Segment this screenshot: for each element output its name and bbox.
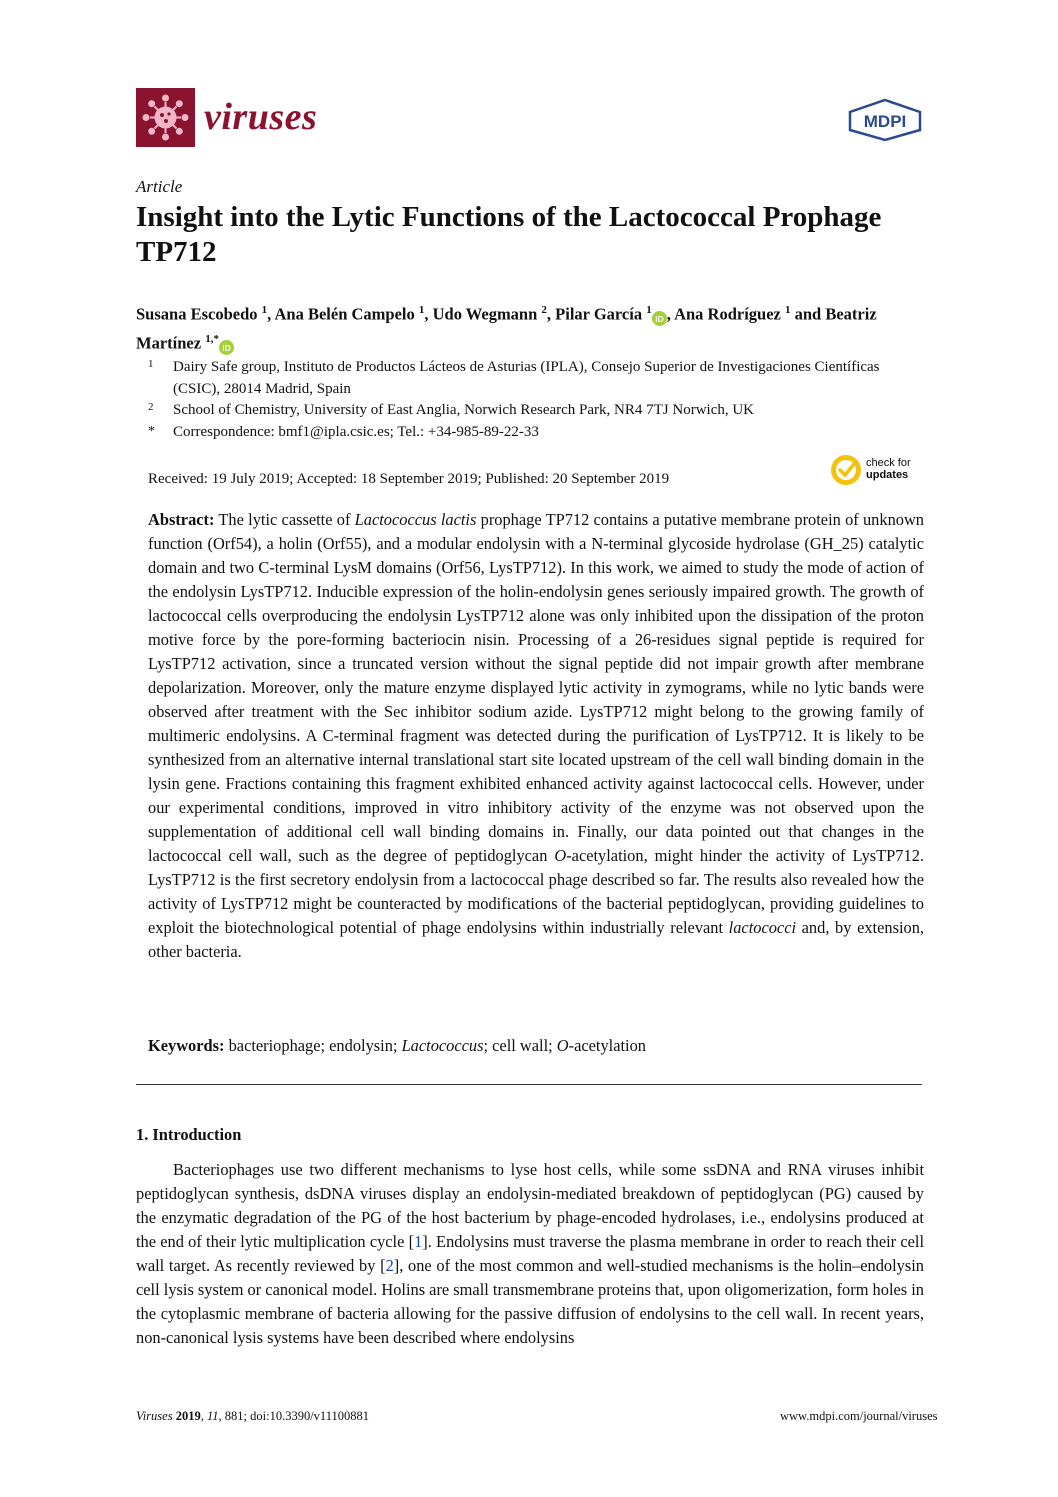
journal-name: viruses bbox=[204, 96, 318, 138]
citation-link[interactable]: 2 bbox=[385, 1256, 394, 1275]
citation-link[interactable]: 1 bbox=[414, 1232, 423, 1251]
article-type: Article bbox=[136, 177, 183, 196]
abstract-label: Abstract: bbox=[148, 510, 215, 529]
keywords-body bbox=[229, 1036, 646, 1055]
correspondence bbox=[148, 421, 928, 443]
text-run: -acetylation, might hinder the activity of LysTP712. LysTP712 is the first secretory endolysin from a lactococcal phage described so far. The results also revealed how the activity of LysTP712 might be counteracted by modifications of the bacterial peptidoglycan, providing guidelines to exploit the biotechnological potential of phage endolysins within industrially relevant bbox=[148, 846, 924, 937]
footer-year: 2019 bbox=[175, 1409, 201, 1423]
author-name: Ana Rodríguez bbox=[674, 304, 781, 324]
affiliation-mark: 2 bbox=[148, 401, 154, 413]
author-separator: and bbox=[790, 304, 826, 324]
introduction-paragraph bbox=[136, 1158, 924, 1350]
journal-logo-mark bbox=[136, 88, 195, 147]
section-divider bbox=[136, 1084, 922, 1085]
keywords-label: Keywords: bbox=[148, 1036, 225, 1055]
mdpi-logo-text: MDPI bbox=[863, 112, 907, 131]
affiliation-text: Dairy Safe group, Instituto de Productos Lácteos de Asturias (IPLA), Consejo Superior de Investigaciones Científicas (CSIC), 28014 Madrid, Spain bbox=[173, 359, 880, 397]
author-name: Pilar García bbox=[555, 304, 643, 324]
author-affiliation-mark: 1,* bbox=[205, 332, 219, 345]
italic-term: Lactococcus bbox=[401, 1036, 484, 1055]
check-for-updates-badge[interactable] bbox=[830, 452, 930, 488]
affiliation-2 bbox=[148, 399, 928, 421]
footer-volume: 11 bbox=[206, 1409, 219, 1423]
author-name: Beatriz Martínez bbox=[136, 304, 877, 352]
text-run: -acetylation bbox=[568, 1036, 646, 1055]
author-separator: , bbox=[424, 304, 433, 324]
author-separator: , bbox=[267, 304, 275, 324]
check-updates-line1: check for bbox=[866, 457, 911, 469]
italic-term: O bbox=[554, 846, 567, 865]
text-run: prophage TP712 contains a putative membrane protein of unknown function (Orf54), a holin (Orf55), and a modular endolysin with a N-terminal glycoside hydrolase (GH_25) catalytic domain and two C-terminal LysM domains (Orf56, LysTP712). In this work, we aimed to study the mode of action of the endolysin LysTP712. Inducible expression of the holin-endolysin genes seriously impaired growth. The growth of lactococcal cells overproducing the endolysin LysTP712 alone was only inhibited upon the dissipation of the proton motive force by the pore-forming bacteriocin nisin. Processing of a 26-residues signal peptide is required for LysTP712 activation, since a truncated version without the signal peptide did not impair growth after membrane depolarization. Moreover, only the mature enzyme displayed lytic activity in zymograms, while no lytic bands were observed after treatment with the Sec inhibitor sodium azide. LysTP712 might belong to the growing family of multimeric endolysins. A C-terminal fragment was detected during the purification of LysTP712. It is likely to be synthesized from an alternative internal translational start site located upstream of the cell wall binding domain in the lysin gene. Fractions containing this fragment exhibited enhanced activity against lactococcal cells. However, under our experimental conditions, improved in vitro inhibitory activity of the enzyme was not observed upon the supplementation of additional cell wall binding domains in. Finally, our data pointed out that changes in the lactococcal cell wall, such as the degree of peptidoglycan bbox=[148, 510, 924, 865]
author-separator: , bbox=[666, 304, 675, 324]
text-run: ], one of the most common and well-studied mechanisms is the holin–endolysin cell lysis system or canonical model. Holins are small transmembrane proteins that, upon oligomerization, form holes in the cytoplasmic membrane of bacteria allowing for the passive diffusion of endolysins to the cell wall. In recent years, non-canonical lysis systems have been described where endolysins bbox=[136, 1256, 924, 1347]
author-affiliation-mark: 1 bbox=[646, 304, 652, 316]
affiliation-1 bbox=[148, 356, 928, 400]
correspondence-text: Correspondence: bmf1@ipla.csic.es; Tel.: +34-985-89-22-33 bbox=[173, 424, 539, 440]
author-affiliation-mark: 1 bbox=[784, 304, 791, 316]
text-run: Bacteriophages use two different mechanisms to lyse host cells, while some ssDNA and RNA viruses inhibit peptidoglycan synthesis, dsDNA viruses display an endolysin-mediated breakdown of peptidoglycan (PG) caused by the enzymatic degradation of the PG of the host bacterium by phage-encoded hydrolases, i.e., endolysins produced at the end of their lytic multiplication cycle [ bbox=[136, 1160, 924, 1251]
author-name: Susana Escobedo bbox=[136, 304, 258, 324]
author-separator: , bbox=[546, 304, 556, 324]
abstract bbox=[148, 508, 924, 964]
affiliation-mark: 1 bbox=[148, 358, 154, 370]
abstract-body bbox=[148, 510, 924, 961]
affiliation-text: School of Chemistry, University of East Anglia, Norwich Research Park, NR4 7TJ Norwich, UK bbox=[173, 402, 755, 418]
text-run: ; cell wall; bbox=[483, 1036, 557, 1055]
text-run: The lytic cassette of bbox=[218, 510, 355, 529]
virus-icon bbox=[136, 88, 195, 147]
author-affiliation-mark: 2 bbox=[541, 304, 547, 316]
italic-term: Lactococcus lactis bbox=[354, 510, 477, 529]
author-name: Ana Belén Campelo bbox=[274, 304, 415, 324]
author-affiliation-mark: 1 bbox=[418, 304, 425, 316]
section-heading: 1. Introduction bbox=[136, 1125, 242, 1144]
orcid-icon[interactable] bbox=[652, 308, 667, 323]
text-run: bacteriophage; endolysin; bbox=[228, 1036, 402, 1055]
mdpi-logo bbox=[846, 98, 924, 142]
text-run: ]. Endolysins must traverse the plasma membrane in order to reach their cell wall target. As recently reviewed by [ bbox=[136, 1232, 925, 1275]
footer-doi: , 881; doi:10.3390/v11100881 bbox=[218, 1409, 369, 1423]
paper-title: Insight into the Lytic Functions of the Lactococcal Prophage TP712 bbox=[136, 201, 882, 268]
check-icon bbox=[830, 454, 862, 486]
svg-text:iD: iD bbox=[655, 314, 664, 324]
footer-journal: Viruses bbox=[136, 1409, 173, 1423]
check-updates-line2: updates bbox=[866, 469, 909, 481]
italic-term: O bbox=[556, 1036, 569, 1055]
italic-term: lactococci bbox=[728, 918, 797, 937]
footer-citation: Viruses 2019, 11, 881; doi:10.3390/v11100881 bbox=[136, 1409, 369, 1423]
svg-text:iD: iD bbox=[222, 342, 231, 353]
footer-url[interactable]: www.mdpi.com/journal/viruses bbox=[780, 1409, 938, 1423]
author-affiliation-mark: 1 bbox=[261, 304, 268, 316]
correspondence-mark: * bbox=[148, 424, 155, 439]
orcid-icon[interactable] bbox=[219, 337, 234, 352]
keywords bbox=[148, 1034, 924, 1058]
publication-dates: Received: 19 July 2019; Accepted: 18 September 2019; Published: 20 September 2019 bbox=[148, 471, 670, 487]
author-list bbox=[136, 298, 926, 355]
text-run: and, by extension, other bacteria. bbox=[148, 918, 924, 961]
author-name: Udo Wegmann bbox=[432, 304, 538, 324]
